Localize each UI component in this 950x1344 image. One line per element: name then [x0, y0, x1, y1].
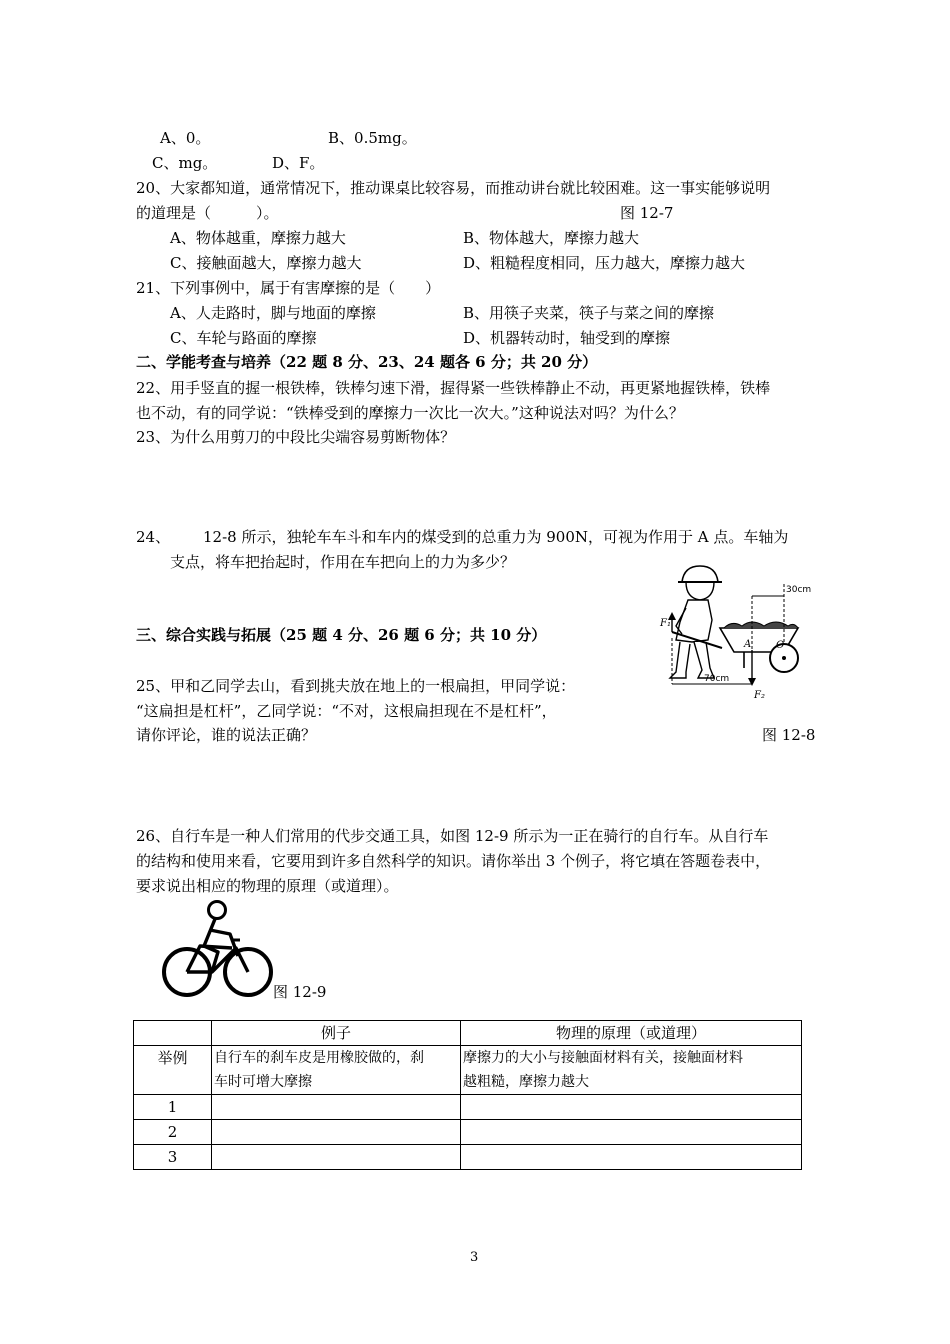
q21-option-a: A、人走路时，脚与地面的摩擦 [170, 304, 376, 322]
dimension-30cm: 30cm [786, 585, 812, 595]
rider-head-icon [209, 902, 226, 919]
q26-text-line1: 26、自行车是一种人们常用的代步交通工具，如图 12-9 所示为一正在骑行的自行车。从自行车 [136, 827, 769, 845]
q24-text-line1: 12-8 所示，独轮车车斗和车内的煤受到的总重力为 900N，可视为作用于 A 点。车轴为 [203, 528, 789, 546]
q20-option-c: C、接触面越大，摩擦力越大 [170, 254, 362, 272]
q19-option-a: A、0。 [160, 129, 211, 147]
q26-text-line3: 要求说出相应的物理的原理（或道理）。 [136, 877, 399, 895]
q19-option-b: B、0.5mg。 [328, 129, 417, 147]
section-2-title: 二、学能考查与培养（22 题 8 分、23、24 题各 6 分；共 20 分） [136, 353, 598, 371]
q20-text-line1: 20、大家都知道，通常情况下，推动课桌比较容易，而推动讲台就比较困难。这一事实能够说明 [136, 179, 771, 197]
dimension-70cm: 70cm [704, 674, 730, 684]
table-cell-row-number: 3 [134, 1145, 212, 1170]
table-row-sample [134, 1046, 802, 1095]
q20-option-d: D、粗糙程度相同，压力越大，摩擦力越大 [463, 254, 746, 272]
q20-text-line2: 的道理是（ ）。 [136, 204, 279, 222]
table-header-row [134, 1021, 802, 1046]
table-header-principle: 物理的原理（或道理） [461, 1021, 802, 1046]
figure-12-8-label: 图 12-8 [762, 726, 816, 744]
table-row [134, 1095, 802, 1120]
table-row [134, 1120, 802, 1145]
hard-hat-icon [682, 566, 718, 582]
figure-12-9-cyclist [160, 896, 276, 998]
force-f2-label: F₂ [754, 690, 765, 701]
table-cell-principle-input[interactable] [461, 1120, 802, 1145]
table-header-example: 例子 [212, 1021, 461, 1046]
q23-text: 23、为什么用剪刀的中段比尖端容易剪断物体？ [136, 428, 456, 446]
force-f1-label: F₁ [660, 618, 671, 629]
answer-table [133, 1020, 802, 1170]
q22-text-line1: 22、用手竖直的握一根铁棒，铁棒匀速下滑，握得紧一些铁棒静止不动，再更紧地握铁棒，铁棒 [136, 379, 771, 397]
q22-text-line2: 也不动，有的同学说：“铁棒受到的摩擦力一次比一次大。”这种说法对吗？为什么？ [136, 404, 684, 422]
q25-text-line2: “这扁担是杠杆”，乙同学说：“不对，这根扁担现在不是杠杆”， [136, 702, 557, 720]
table-cell-row-number: 1 [134, 1095, 212, 1120]
q21-option-d: D、机器转动时，轴受到的摩擦 [463, 329, 671, 347]
figure-12-8-wheelbarrow [652, 560, 812, 702]
page-number: 3 [470, 1250, 479, 1265]
q25-text-line3: 请你评论，谁的说法正确？ [136, 726, 317, 744]
q19-option-c: C、mg。 [152, 154, 218, 172]
table-cell-example-input[interactable] [212, 1145, 461, 1170]
table-cell-principle-input[interactable] [461, 1145, 802, 1170]
table-row [134, 1145, 802, 1170]
table-cell-row-number: 2 [134, 1120, 212, 1145]
q21-option-b: B、用筷子夹菜，筷子与菜之间的摩擦 [463, 304, 715, 322]
section-3-title: 三、综合实践与拓展（25 题 4 分、26 题 6 分；共 10 分） [136, 626, 547, 644]
q21-option-c: C、车轮与路面的摩擦 [170, 329, 317, 347]
q20-option-b: B、物体越大，摩擦力越大 [463, 229, 640, 247]
q25-text-line1: 25、甲和乙同学去山，看到挑夫放在地上的一根扁担，甲同学说： [136, 677, 576, 695]
q26-text-line2: 的结构和使用来看，它要用到许多自然科学的知识。请你举出 3 个例子，将它填在答题卷表中， [136, 852, 771, 870]
point-o-label: O [776, 640, 785, 651]
q20-option-a: A、物体越重，摩擦力越大 [170, 229, 346, 247]
q21-text: 21、下列事例中，属于有害摩擦的是（ ） [136, 279, 441, 297]
q24-text-line2: 支点，将车把抬起时，作用在车把向上的力为多少？ [170, 553, 516, 571]
figure-12-9-label: 图 12-9 [273, 983, 327, 1001]
q24-number: 24、 [136, 528, 171, 546]
table-cell-sample-example: 自行车的刹车皮是用橡胶做的，刹 车时可增大摩擦 [212, 1046, 461, 1095]
table-cell-sample-label: 举例 [134, 1046, 212, 1095]
point-a-label: A [744, 639, 752, 650]
table-header-empty [134, 1021, 212, 1046]
figure-12-7-label: 图 12-7 [620, 204, 674, 222]
q19-option-d: D、F。 [272, 154, 325, 172]
table-cell-sample-principle: 摩擦力的大小与接触面材料有关，接触面材料 越粗糙，摩擦力越大 [461, 1046, 802, 1095]
table-cell-example-input[interactable] [212, 1120, 461, 1145]
table-cell-principle-input[interactable] [461, 1095, 802, 1120]
table-cell-example-input[interactable] [212, 1095, 461, 1120]
